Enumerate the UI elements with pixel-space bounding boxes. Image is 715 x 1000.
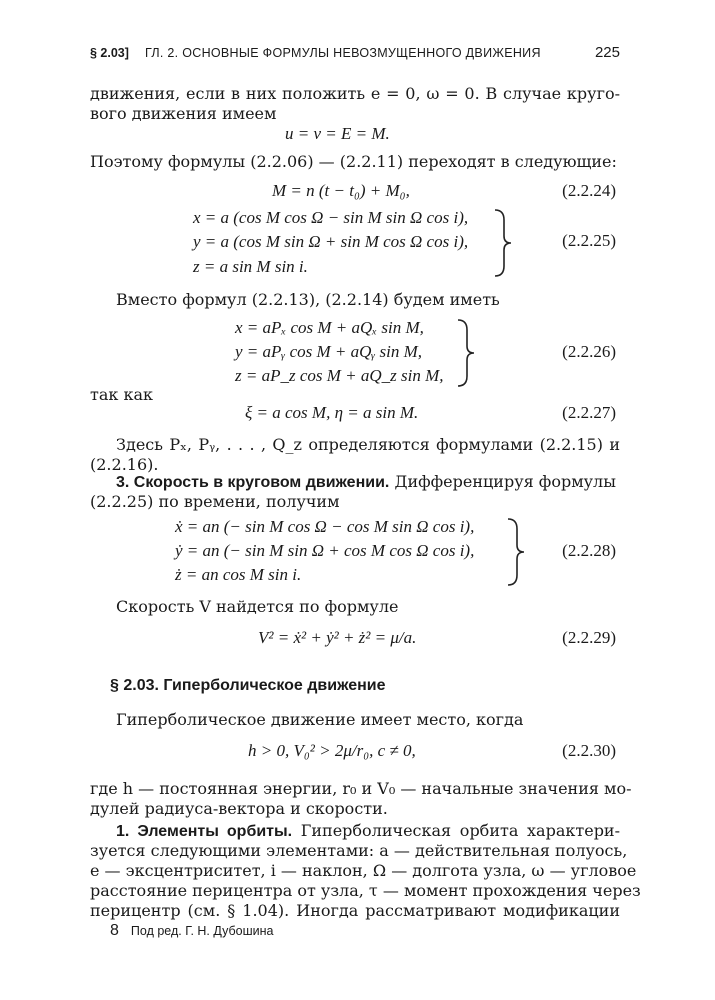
equation-number: (2.2.24) bbox=[562, 181, 616, 200]
subsection-heading-line bbox=[116, 821, 620, 842]
paragraph-line: Вместо формул (2.2.13), (2.2.14) будем иметь bbox=[116, 290, 500, 309]
equation-2-2-25-z: z = a sin M sin i. bbox=[193, 257, 308, 276]
paragraph-line: движения, если в них положить e = 0, ω = 0. В случае круго- bbox=[90, 84, 620, 103]
section-title: § 2.03. Гиперболическое движение bbox=[110, 677, 386, 694]
right-brace-icon bbox=[455, 318, 477, 388]
signature-number: 8 bbox=[110, 922, 119, 939]
equation-number: (2.2.29) bbox=[562, 628, 616, 647]
paragraph-line: зуется следующими элементами: a — действительная полуось, bbox=[90, 841, 628, 860]
equation-2-2-24: M = n (t − t₀) + M₀, bbox=[272, 181, 410, 200]
right-brace-icon bbox=[492, 208, 514, 278]
subsection-title: 3. Скорость в круговом движении. bbox=[116, 474, 390, 491]
equation-2-2-28-z: ż = an cos M sin i. bbox=[175, 565, 302, 584]
equation-2-2-26-z: z = aP_z cos M + aQ_z sin M, bbox=[235, 366, 444, 385]
header-section: § 2.03] bbox=[90, 46, 129, 60]
equation-2-2-28-y: ẏ = an (− sin M sin Ω + cos M cos Ω cos i), bbox=[175, 541, 475, 560]
equation-2-2-26-x: x = aPₓ cos M + aQₓ sin M, bbox=[235, 318, 424, 337]
paragraph-line: вого движения имеем bbox=[90, 104, 277, 123]
paragraph-line: (2.2.25) по времени, получим bbox=[90, 492, 340, 511]
paragraph-line: перицентр (см. § 1.04). Иногда рассматривают модификации bbox=[90, 901, 620, 920]
paragraph-line: дулей радиуса-вектора и скорости. bbox=[90, 799, 388, 818]
equation-number: (2.2.25) bbox=[562, 231, 616, 250]
running-header bbox=[90, 44, 620, 64]
paragraph-line: Поэтому формулы (2.2.06) — (2.2.11) переходят в следующие: bbox=[90, 152, 617, 171]
equation-number: (2.2.26) bbox=[562, 342, 616, 361]
right-brace-icon bbox=[505, 517, 527, 587]
subsection-text: Гиперболическая орбита характери- bbox=[292, 821, 621, 840]
equation-2-2-25-x: x = a (cos M cos Ω − sin M sin Ω cos i), bbox=[193, 208, 469, 227]
equation-2-2-25-y: y = a (cos M sin Ω + sin M cos Ω cos i), bbox=[193, 232, 469, 251]
footer-text: Под ред. Г. Н. Дубошина bbox=[130, 924, 274, 938]
equation-number: (2.2.30) bbox=[562, 741, 616, 760]
equation-number: (2.2.27) bbox=[562, 403, 616, 422]
header-title: ГЛ. 2. ОСНОВНЫЕ ФОРМУЛЫ НЕВОЗМУЩЕННОГО ДВИЖЕНИЯ bbox=[145, 46, 541, 60]
subsection-title: 1. Элементы орбиты. bbox=[116, 823, 293, 840]
equation-uvEM: u = v = E = M. bbox=[285, 124, 390, 143]
subsection-heading-line bbox=[116, 472, 620, 493]
paragraph-line: (2.2.16). bbox=[90, 455, 159, 474]
paragraph-line: Гиперболическое движение имеет место, когда bbox=[116, 710, 524, 729]
paragraph-line: Здесь Pₓ, Pᵧ, . . . , Q_z определяются формулами (2.2.15) и bbox=[116, 435, 620, 454]
paragraph-line: расстояние перицентра от узла, τ — момент прохождения через bbox=[90, 881, 641, 900]
equation-2-2-27: ξ = a cos M, η = a sin M. bbox=[245, 403, 419, 422]
equation-2-2-30: h > 0, V₀² > 2μ/r₀, c ≠ 0, bbox=[248, 741, 416, 760]
paragraph-line: где h — постоянная энергии, r₀ и V₀ — начальные значения мо- bbox=[90, 779, 632, 798]
paragraph-line: e — эксцентриситет, i — наклон, Ω — долгота узла, ω — угловое bbox=[90, 861, 637, 880]
equation-2-2-26-y: y = aPᵧ cos M + aQᵧ sin M, bbox=[235, 342, 423, 361]
equation-2-2-28-x: ẋ = an (− sin M cos Ω − cos M sin Ω cos i), bbox=[175, 517, 475, 536]
paragraph-line: так как bbox=[90, 385, 154, 404]
equation-2-2-29: V² = ẋ² + ẏ² + ż² = μ/a. bbox=[258, 628, 417, 647]
subsection-text: Дифференцируя формулы bbox=[389, 472, 616, 491]
page-number: 225 bbox=[594, 44, 620, 61]
equation-number: (2.2.28) bbox=[562, 541, 616, 560]
paragraph-line: Скорость V найдется по формуле bbox=[116, 597, 399, 616]
footer bbox=[110, 922, 273, 940]
